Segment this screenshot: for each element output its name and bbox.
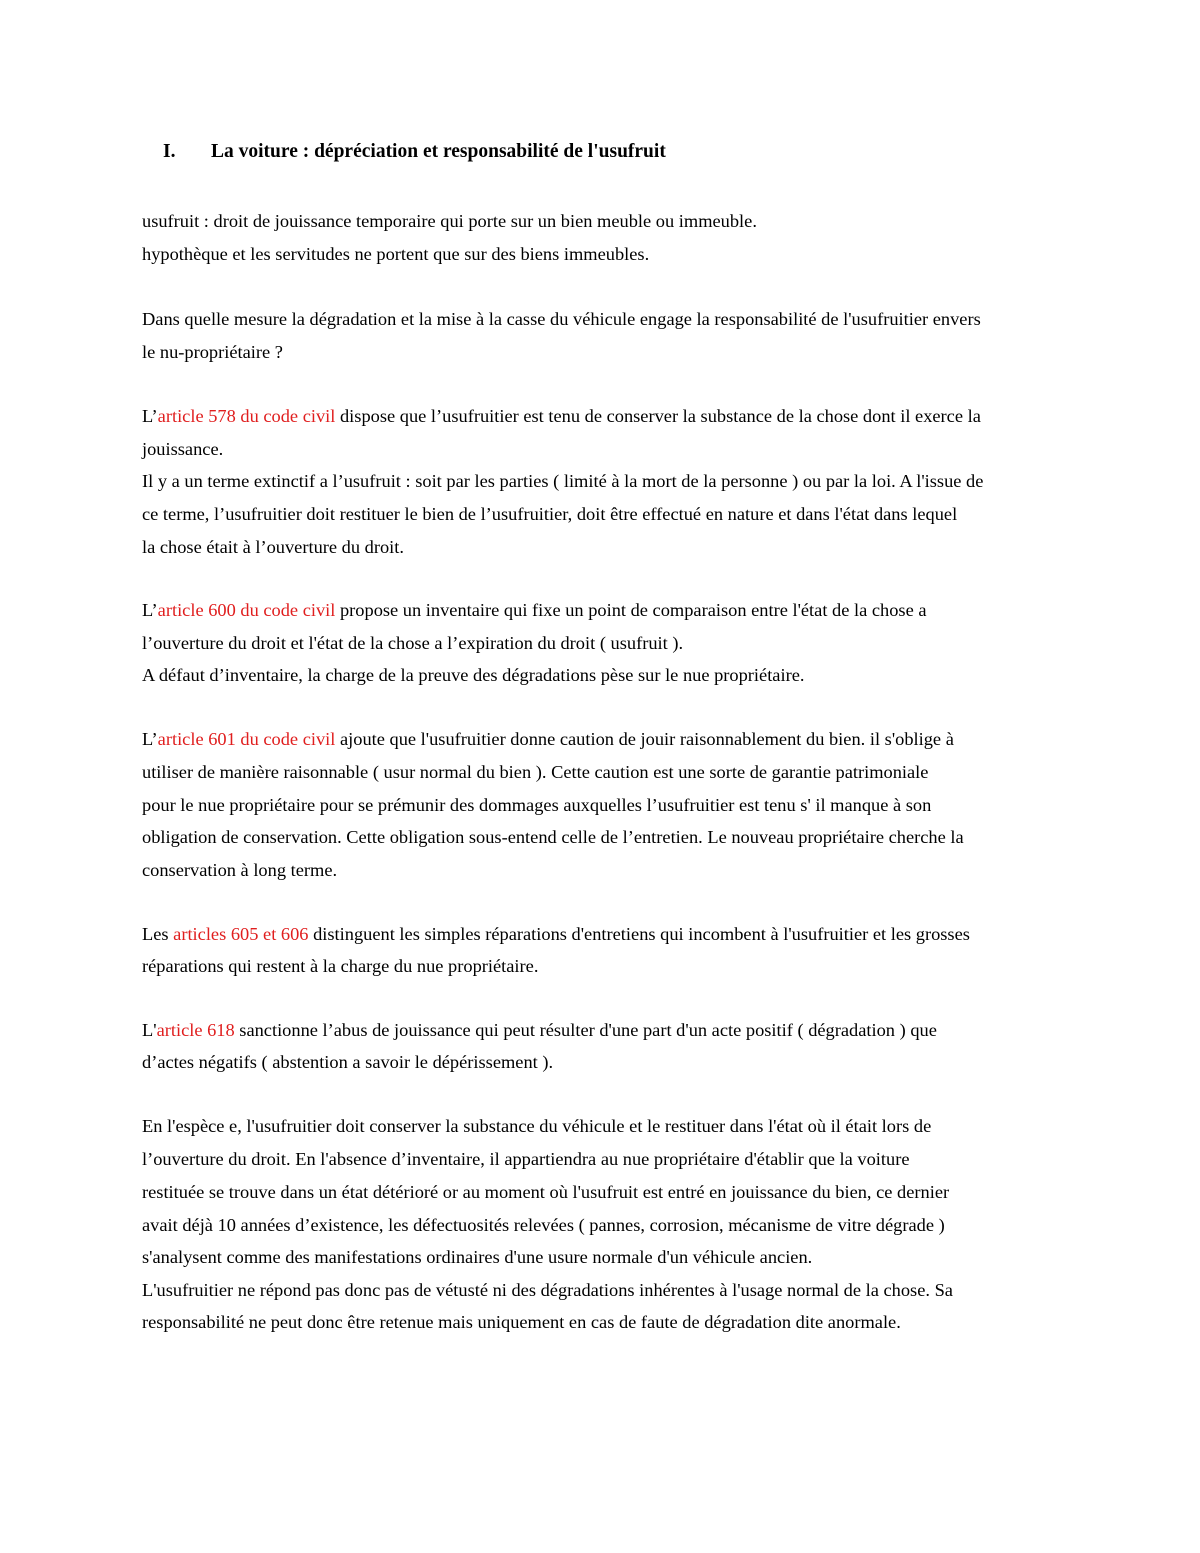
text-segment: restituée se trouve dans un état détérioré or au moment où l'usufruit est entré en jouissance du bien, ce dernier <box>142 1182 950 1202</box>
text-line <box>142 469 983 493</box>
article-reference: article 618 <box>156 1020 235 1040</box>
text-line <box>142 825 964 849</box>
text-line <box>142 535 404 559</box>
text-line <box>142 954 538 978</box>
text-line <box>142 598 927 622</box>
text-segment: L’ <box>142 406 158 426</box>
text-segment: hypothèque et les servitudes ne portent que sur des biens immeubles. <box>142 244 650 264</box>
text-line <box>142 1114 931 1138</box>
text-line <box>142 1180 949 1204</box>
text-segment: Il y a un terme extinctif a l’usufruit : soit par les parties ( limité à la mort de la personne ) ou par la loi. A l'issue de <box>142 471 984 491</box>
text-segment: le nu-propriétaire ? <box>142 342 283 362</box>
text-segment: sanctionne l’abus de jouissance qui peut résulter d'une part d'un acte positif ( dégradation ) que <box>234 1020 937 1040</box>
text-segment: ce terme, l’usufruitier doit restituer le bien de l’usufruitier, doit être effectué en nature et dans l'état dans lequel <box>142 504 958 524</box>
text-segment: Les <box>142 924 174 944</box>
section-heading <box>163 141 666 163</box>
text-line <box>142 663 804 687</box>
text-segment: L’ <box>142 600 158 620</box>
article-reference: article 601 du code civil <box>157 729 336 749</box>
text-line <box>142 1147 910 1171</box>
text-line <box>142 307 981 331</box>
text-line <box>142 404 981 428</box>
text-segment: propose un inventaire qui fixe un point de comparaison entre l'état de la chose a <box>335 600 927 620</box>
text-segment: pour le nue propriétaire pour se prémunir des dommages auxquelles l’usufruitier est tenu s' il manque à son <box>142 795 932 815</box>
text-line <box>142 1018 937 1042</box>
text-segment: jouissance. <box>142 439 224 459</box>
text-segment: responsabilité ne peut donc être retenue mais uniquement en cas de faute de dégradation dite anormale. <box>142 1312 901 1332</box>
text-segment: conservation à long terme. <box>142 860 338 880</box>
text-segment: En l'espèce e, l'usufruitier doit conserver la substance du véhicule et le restituer dans l'état où il était lors de <box>142 1116 932 1136</box>
text-line <box>142 793 931 817</box>
text-line <box>142 760 928 784</box>
text-segment: la chose était à l’ouverture du droit. <box>142 537 404 557</box>
text-line <box>142 631 683 655</box>
text-segment: l’ouverture du droit et l'état de la chose a l’expiration du droit ( usufruit ). <box>142 633 684 653</box>
text-line <box>142 922 970 946</box>
text-segment: usufruit : droit de jouissance temporaire qui porte sur un bien meuble ou immeuble. <box>142 211 757 231</box>
text-segment: ajoute que l'usufruitier donne caution de jouir raisonnablement du bien. il s'oblige à <box>335 729 954 749</box>
text-line <box>142 1278 953 1302</box>
heading-title: La voiture : dépréciation et responsabilité de l'usufruit <box>211 141 666 162</box>
article-reference: articles 605 et 606 <box>173 924 309 944</box>
text-segment: avait déjà 10 années d’existence, les défectuosités relevées ( pannes, corrosion, mécanisme de vitre dégrade ) <box>142 1215 945 1235</box>
text-segment: obligation de conservation. Cette obligation sous-entend celle de l’entretien. Le nouveau propriétaire cherche la <box>142 827 964 847</box>
text-segment: s'analysent comme des manifestations ordinaires d'une usure normale d'un véhicule ancien. <box>142 1247 813 1267</box>
text-line <box>142 727 954 751</box>
text-segment: dispose que l’usufruitier est tenu de conserver la substance de la chose dont il exerce la <box>335 406 981 426</box>
text-line <box>142 340 283 364</box>
text-line <box>142 1310 901 1334</box>
text-segment: l’ouverture du droit. En l'absence d’inventaire, il appartiendra au nue propriétaire d'établir que la voiture <box>142 1149 910 1169</box>
text-segment: L’ <box>142 729 158 749</box>
article-reference: article 600 du code civil <box>157 600 336 620</box>
text-segment: L' <box>142 1020 157 1040</box>
text-line <box>142 242 649 266</box>
text-line <box>142 502 957 526</box>
text-line <box>142 1245 812 1269</box>
article-reference: article 578 du code civil <box>157 406 336 426</box>
text-segment: distinguent les simples réparations d'entretiens qui incombent à l'usufruitier et les grosses <box>308 924 970 944</box>
text-segment: réparations qui restent à la charge du nue propriétaire. <box>142 956 539 976</box>
text-line <box>142 1213 945 1237</box>
text-segment: utiliser de manière raisonnable ( usur normal du bien ). Cette caution est une sorte de garantie patrimoniale <box>142 762 929 782</box>
text-line <box>142 437 223 461</box>
text-segment: A défaut d’inventaire, la charge de la preuve des dégradations pèse sur le nue propriétaire. <box>142 665 805 685</box>
text-segment: Dans quelle mesure la dégradation et la mise à la casse du véhicule engage la responsabilité de l'usufruitier envers <box>142 309 981 329</box>
text-segment: L'usufruitier ne répond pas donc pas de vétusté ni des dégradations inhérentes à l'usage normal de la chose. Sa <box>142 1280 953 1300</box>
text-line <box>142 1050 553 1074</box>
heading-number: I. <box>163 141 176 162</box>
text-line <box>142 209 757 233</box>
text-line <box>142 858 337 882</box>
text-segment: d’actes négatifs ( abstention a savoir le dépérissement ). <box>142 1052 554 1072</box>
